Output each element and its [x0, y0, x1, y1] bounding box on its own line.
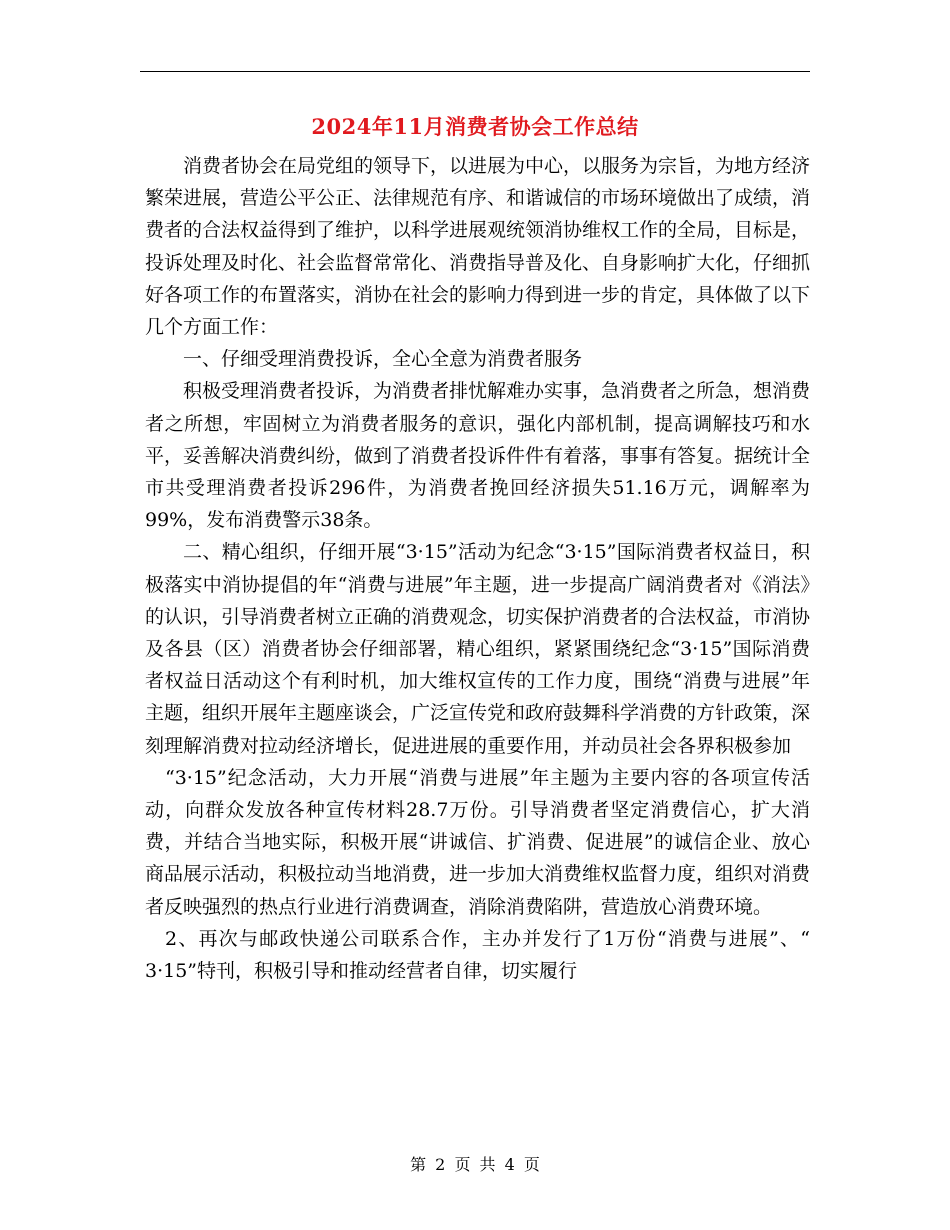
section-1-paragraph: 积极受理消费者投诉，为消费者排忧解难办实事，急消费者之所急，想消费者之所想，牢固树立为消费者服务的意识，强化内部机制，提高调解技巧和水平，妥善解决消费纠纷，做到了消费者投诉件件有着落，事事有答复。据统计全市共受理消费者投诉296件，为消费者挽回经济损失51.16万元，调解率为99%，发布消费警示38条。: [145, 380, 811, 532]
section-2-continuation: “3·15”纪念活动，大力开展“消费与进展”年主题为主要内容的各项宣传活动，向群众发放各种宣传材料28.7万份。引导消费者坚定消费信心，扩大消费，并结合当地实际，积极开展“讲诚信、扩消费、促进展”的诚信企业、放心商品展示活动，积极拉动当地消费，进一步加大消费维权监督力度，组织对消费者反映强烈的热点行业进行消费调查，消除消费陷阱，营造放心消费环境。: [145, 766, 811, 918]
document-body: [145, 150, 810, 987]
intro-paragraph: 消费者协会在局党组的领导下，以进展为中心，以服务为宗旨，为地方经济繁荣进展，营造公平公正、法律规范有序、和谐诚信的市场环境做出了成绩，消费者的合法权益得到了维护，以科学进展观统领消协维权工作的全局，目标是，投诉处理及时化、社会监督常常化、消费指导普及化、自身影响扩大化，仔细抓好各项工作的布置落实，消协在社会的影响力得到进一步的肯定，具体做了以下几个方面工作：: [145, 155, 811, 339]
header-rule: [140, 71, 810, 72]
document-title: 2024年11月消费者协会工作总结: [311, 114, 639, 139]
section-2-paragraph: 二、精心组织，仔细开展“3·15”活动为纪念“3·15”国际消费者权益日，积极落实中消协提倡的年“消费与进展”年主题，进一步提高广阔消费者对《消法》的认识，引导消费者树立正确的消费观念，切实保护消费者的合法权益，市消协及各县（区）消费者协会仔细部署，精心组织，紧紧围绕纪念“3·15”国际消费者权益日活动这个有利时机，加大维权宣传的工作力度，围绕“消费与进展”年主题，组织开展年主题座谈会，广泛宣传党和政府鼓舞科学消费的方针政策，深刻理解消费对拉动经济增长，促进进展的重要作用，并动员社会各界积极参加: [145, 541, 811, 757]
item-2-paragraph: 2、再次与邮政快递公司联系合作，主办并发行了1万份“消费与进展”、“ 3·15”特刊，积极引导和推动经营者自律，切实履行: [145, 927, 810, 983]
section-heading-1: 一、仔细受理消费投诉，全心全意为消费者服务: [183, 348, 583, 371]
page-number: 第 2 页 共 4 页: [410, 1155, 540, 1174]
